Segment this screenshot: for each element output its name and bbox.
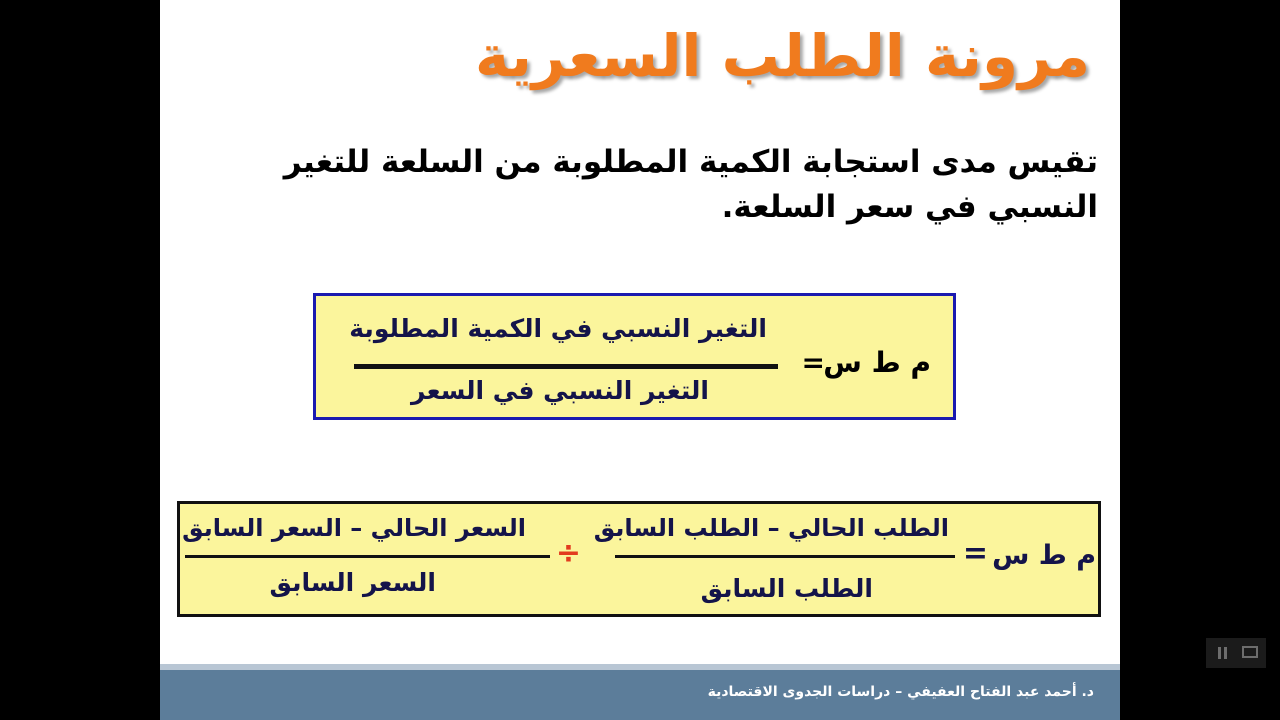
elasticity-symbol: م ط س xyxy=(992,540,1096,571)
price-fraction-bar xyxy=(185,555,550,558)
slide-title: مرونة الطلب السعرية xyxy=(474,22,1090,90)
price-fraction-denominator: السعر السابق xyxy=(269,568,436,597)
equals-sign: = xyxy=(801,346,825,379)
player-controls xyxy=(1206,638,1266,668)
screen-icon[interactable] xyxy=(1242,646,1258,658)
elasticity-symbol: م ط س xyxy=(823,346,931,379)
pause-icon[interactable] xyxy=(1218,647,1230,659)
fraction-denominator: التغير النسبي في السعر xyxy=(411,376,709,405)
demand-fraction-bar xyxy=(615,555,955,558)
demand-fraction-denominator: الطلب السابق xyxy=(700,574,873,603)
price-fraction-numerator: السعر الحالي – السعر السابق xyxy=(182,514,526,542)
demand-fraction-numerator: الطلب الحالي – الطلب السابق xyxy=(593,514,949,542)
divide-sign: ÷ xyxy=(555,536,581,571)
formula-box-detailed xyxy=(177,501,1101,617)
definition-text: تقيس مدى استجابة الكمية المطلوبة من السلعة للتغير النسبي في سعر السلعة. xyxy=(283,144,1098,225)
fraction-bar xyxy=(354,364,778,369)
formula-box-general xyxy=(313,293,956,420)
equals-sign: = xyxy=(962,536,988,571)
slide xyxy=(160,0,1120,720)
fraction-numerator: التغير النسبي في الكمية المطلوبة xyxy=(349,314,767,343)
slide-footer xyxy=(160,670,1120,720)
footer-text: د. أحمد عبد الفتاح العفيفي – دراسات الجدوى الاقتصادية xyxy=(707,684,1094,700)
